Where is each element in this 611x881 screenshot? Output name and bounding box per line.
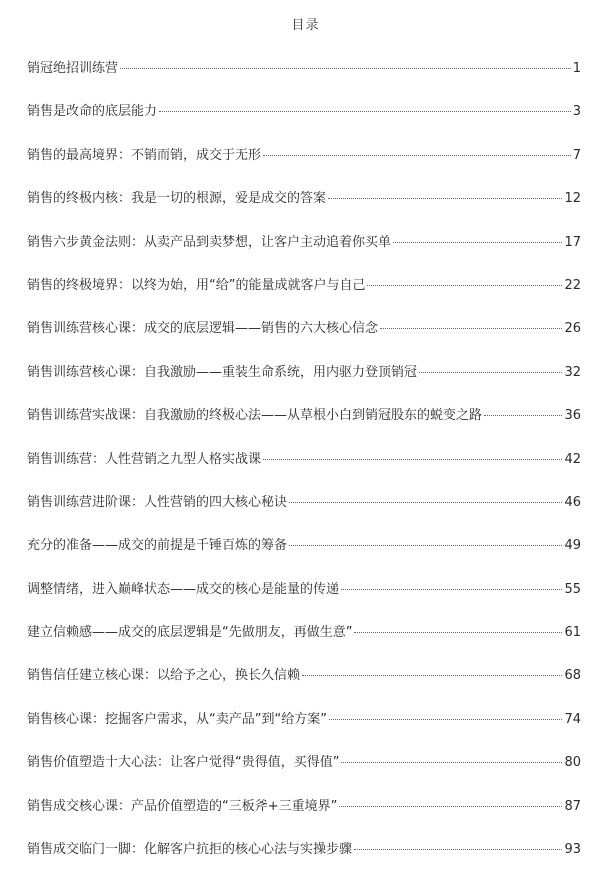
toc-entry-title[interactable]: 销售六步黄金法则：从卖产品到卖梦想，让客户主动追着你买单 — [27, 234, 392, 250]
dot-leader — [484, 415, 562, 416]
toc-entry[interactable] — [27, 274, 581, 297]
dot-leader — [393, 242, 562, 243]
toc-entry-page-number[interactable]: 1 — [572, 61, 581, 76]
toc-entry[interactable] — [27, 448, 581, 471]
dot-leader — [289, 502, 562, 503]
toc-entry[interactable] — [27, 100, 581, 123]
toc-entry-title[interactable]: 充分的准备——成交的前提是千锤百炼的筹备 — [27, 538, 288, 554]
toc-entry-page-number[interactable]: 61 — [564, 625, 581, 641]
dot-leader — [367, 285, 562, 286]
toc-entry-title[interactable]: 销售训练营核心课：成交的底层逻辑——销售的六大核心信念 — [27, 321, 379, 337]
toc-entry-title[interactable]: 销售的终极境界：以终为始，用“给”的能量成就客户与自己 — [27, 277, 366, 293]
toc-entry[interactable] — [27, 534, 581, 557]
toc-entry-title[interactable]: 销冠绝招训练营 — [27, 61, 119, 76]
toc-entry-title[interactable]: 销售信任建立核心课：以给予之心，换长久信赖 — [27, 668, 301, 684]
toc-entry[interactable] — [27, 361, 581, 384]
toc-entry-title[interactable]: 销售训练营实战课：自我激励的终极心法——从草根小白到销冠股东的蜕变之路 — [27, 408, 483, 424]
toc-entry-title[interactable]: 销售的终极内核：我是一切的根源，爱是成交的答案 — [27, 191, 327, 207]
toc-entry[interactable] — [27, 491, 581, 514]
toc-entry-title[interactable]: 销售训练营核心课：自我激励——重装生命系统，用内驱力登顶销冠 — [27, 364, 418, 380]
dot-leader — [328, 198, 562, 199]
toc-entry[interactable] — [27, 144, 581, 167]
toc-entry-title[interactable]: 销售成交核心课：产品价值塑造的“三板斧+三重境界” — [27, 798, 338, 814]
toc-entry-page-number[interactable]: 3 — [572, 104, 581, 120]
toc-entry-page-number[interactable]: 93 — [564, 842, 581, 858]
page-title: 目录 — [291, 18, 320, 33]
toc-entry[interactable] — [27, 621, 581, 644]
dot-leader — [339, 806, 562, 807]
toc-entry-page-number[interactable]: 12 — [564, 191, 581, 207]
toc-entry-page-number[interactable]: 26 — [564, 321, 581, 337]
toc-entry-title[interactable]: 销售的最高境界：不销而销，成交于无形 — [27, 147, 262, 163]
toc-entry-title[interactable]: 销售训练营进阶课：人性营销的四大核心秘诀 — [27, 494, 288, 510]
toc-entry-page-number[interactable]: 22 — [564, 277, 581, 293]
toc-entry-title[interactable]: 销售成交临门一脚：化解客户抗拒的核心心法与实操步骤 — [27, 842, 353, 858]
toc-entry[interactable] — [27, 664, 581, 687]
toc-entry[interactable] — [27, 57, 581, 80]
toc-entry-title[interactable]: 销售价值塑造十大心法：让客户觉得“贵得值，买得值” — [27, 755, 340, 771]
dot-leader — [354, 849, 562, 850]
toc-entry-page-number[interactable]: 46 — [564, 494, 581, 510]
dot-leader — [354, 632, 562, 633]
toc-entry[interactable] — [27, 317, 581, 340]
toc-entry-page-number[interactable]: 36 — [564, 408, 581, 424]
dot-leader — [341, 589, 562, 590]
toc-entry-title[interactable]: 销售训练营：人性营销之九型人格实战课 — [27, 451, 262, 467]
toc-entry[interactable] — [27, 838, 581, 861]
dot-leader — [380, 328, 562, 329]
toc-entry-page-number[interactable]: 74 — [564, 711, 581, 727]
dot-leader — [263, 459, 562, 460]
dot-leader — [329, 719, 563, 720]
table-of-contents — [27, 57, 581, 881]
toc-entry-title[interactable]: 建立信赖感——成交的底层逻辑是“先做朋友，再做生意” — [27, 625, 353, 641]
toc-entry-page-number[interactable]: 32 — [564, 364, 581, 380]
toc-entry-title[interactable]: 销售是改命的底层能力 — [27, 104, 158, 120]
toc-entry-page-number[interactable]: 68 — [564, 668, 581, 684]
toc-entry[interactable] — [27, 187, 581, 210]
toc-entry[interactable] — [27, 404, 581, 427]
dot-leader — [120, 68, 571, 69]
dot-leader — [289, 545, 562, 546]
toc-entry[interactable] — [27, 795, 581, 818]
toc-entry-page-number[interactable]: 7 — [572, 147, 581, 163]
toc-entry-title[interactable]: 销售核心课：挖掘客户需求，从“卖产品”到“给方案” — [27, 711, 327, 727]
toc-entry-page-number[interactable]: 87 — [564, 798, 581, 814]
toc-entry[interactable] — [27, 578, 581, 601]
toc-entry[interactable] — [27, 708, 581, 731]
dot-leader — [341, 762, 562, 763]
toc-entry-title[interactable]: 调整情绪，进入巅峰状态——成交的核心是能量的传递 — [27, 581, 340, 597]
toc-entry-page-number[interactable]: 55 — [564, 581, 581, 597]
dot-leader — [159, 111, 571, 112]
dot-leader — [302, 675, 562, 676]
toc-entry-page-number[interactable]: 17 — [564, 234, 581, 250]
toc-entry[interactable] — [27, 231, 581, 254]
toc-entry-page-number[interactable]: 80 — [564, 755, 581, 771]
toc-entry[interactable] — [27, 751, 581, 774]
dot-leader — [263, 155, 571, 156]
toc-entry-page-number[interactable]: 42 — [564, 451, 581, 467]
dot-leader — [419, 372, 562, 373]
toc-entry-page-number[interactable]: 49 — [564, 538, 581, 554]
